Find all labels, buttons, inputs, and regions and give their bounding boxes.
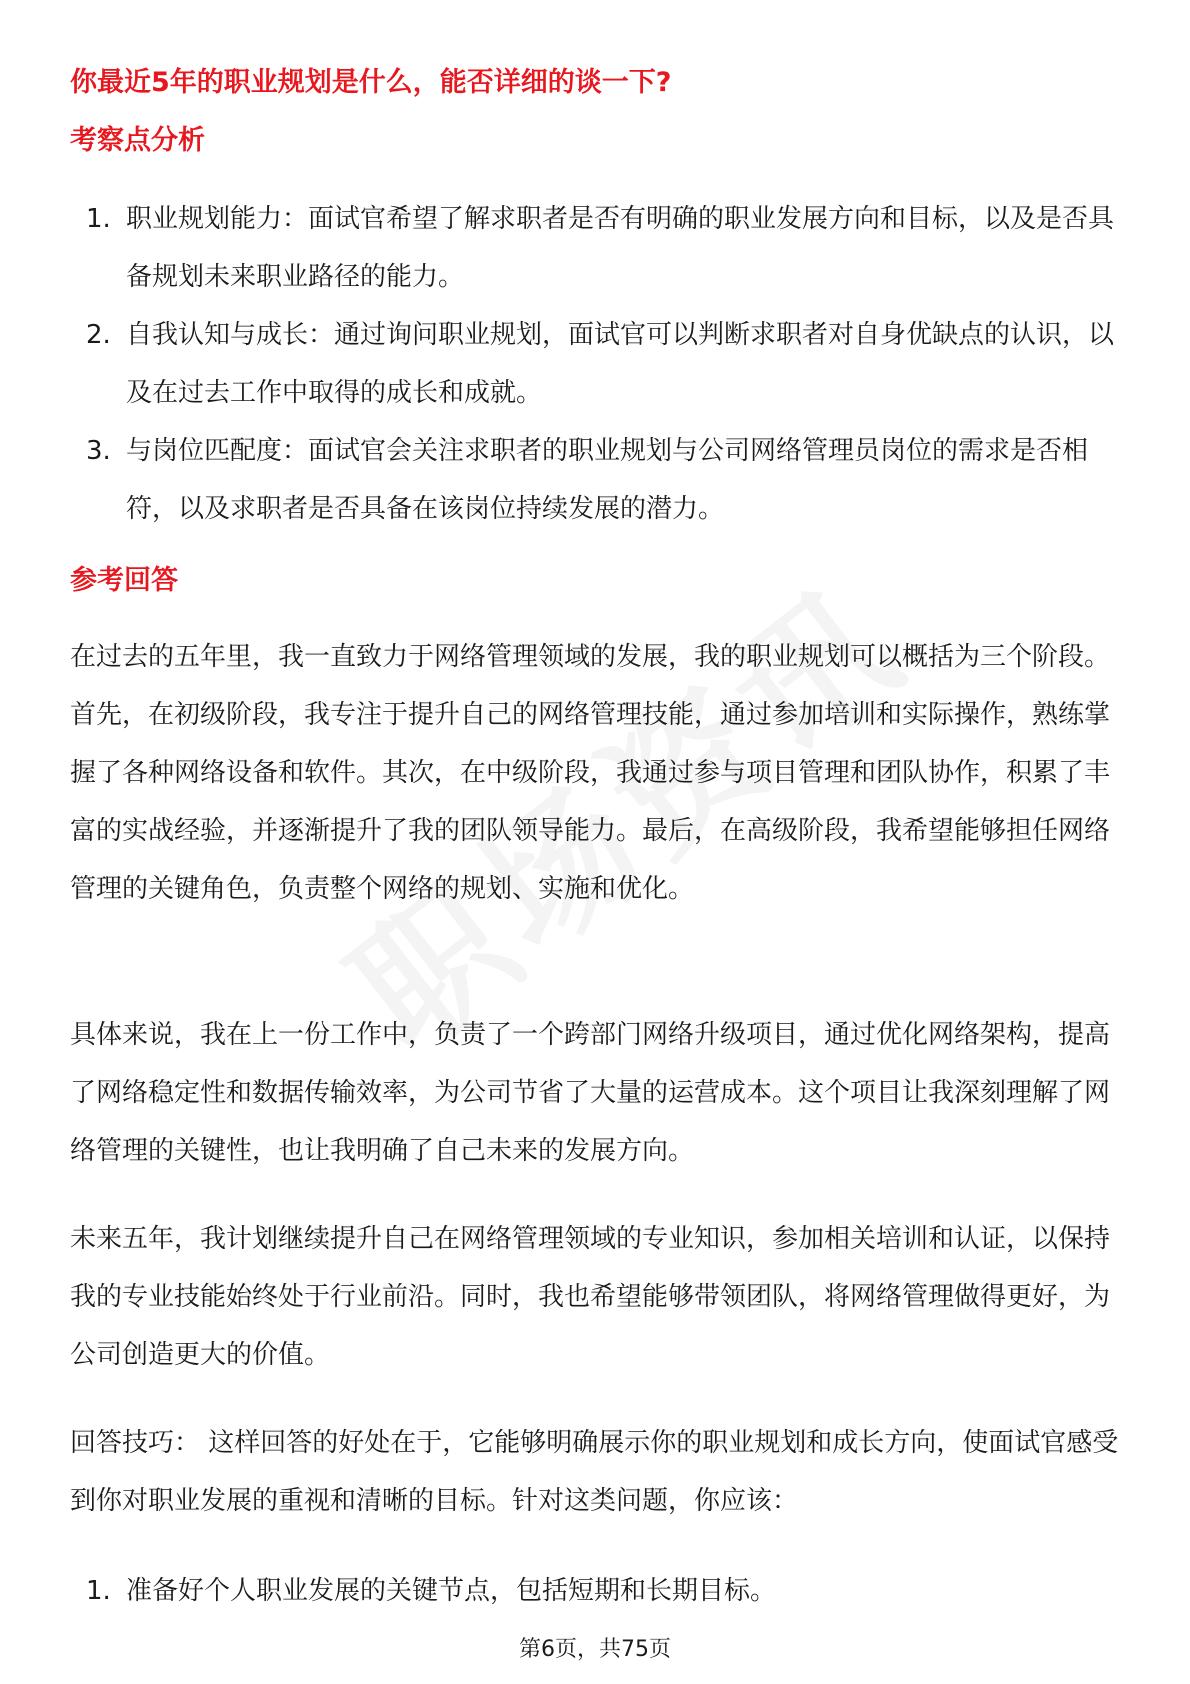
list-item-text: 与岗位匹配度：面试官会关注求职者的职业规划与公司网络管理员岗位的需求是否相符，以及求职者是否具备在该岗位持续发展的潜力。 [126, 436, 1089, 524]
list-item [70, 1562, 1130, 1620]
answer-paragraph-1: 在过去的五年里，我一直致力于网络管理领域的发展，我的职业规划可以概括为三个阶段。首先，在初级阶段，我专注于提升自己的网络管理技能，通过参加培训和实际操作，熟练掌握了各种网络设备和软件。其次，在中级阶段，我通过参与项目管理和团队协作，积累了丰富的实战经验，并逐渐提升了我的团队领导能力。最后，在高级阶段，我希望能够担任网络管理的关键角色，负责整个网络的规划、实施和优化。 [70, 642, 1111, 904]
answer-heading: 参考回答 [70, 565, 178, 596]
analysis-list [70, 190, 1130, 538]
answer-paragraph-3: 未来五年，我计划继续提升自己在网络管理领域的专业知识，参加相关培训和认证，以保持我的专业技能始终处于行业前沿。同时，我也希望能够带领团队，将网络管理做得更好，为公司创造更大的价值。 [70, 1224, 1111, 1370]
tips-list [70, 1562, 1130, 1620]
question-title: 你最近5年的职业规划是什么，能否详细的谈一下? [70, 67, 672, 98]
analysis-heading: 考察点分析 [70, 125, 205, 156]
list-item-number: 1. [86, 1576, 111, 1606]
answer-paragraph-2: 具体来说，我在上一份工作中，负责了一个跨部门网络升级项目，通过优化网络架构，提高了网络稳定性和数据传输效率，为公司节省了大量的运营成本。这个项目让我深刻理解了网络管理的关键性，也让我明确了自己未来的发展方向。 [70, 1020, 1111, 1166]
list-item-text: 准备好个人职业发展的关键节点，包括短期和长期目标。 [126, 1576, 777, 1606]
page-number-footer: 第6页，共75页 [519, 1637, 671, 1662]
list-item-number: 1. [86, 204, 111, 234]
list-item-number: 2. [86, 320, 111, 350]
list-item [70, 422, 1130, 538]
list-item-number: 3. [86, 436, 111, 466]
list-item [70, 190, 1130, 306]
list-item [70, 306, 1130, 422]
answer-tips-paragraph: 回答技巧： 这样回答的好处在于，它能够明确展示你的职业规划和成长方向，使面试官感受到你对职业发展的重视和清晰的目标。针对这类问题，你应该： [70, 1428, 1119, 1516]
list-item-text: 职业规划能力：面试官希望了解求职者是否有明确的职业发展方向和目标，以及是否具备规划未来职业路径的能力。 [126, 204, 1115, 292]
list-item-text: 自我认知与成长：通过询问职业规划，面试官可以判断求职者对自身优缺点的认识，以及在过去工作中取得的成长和成就。 [126, 320, 1115, 408]
